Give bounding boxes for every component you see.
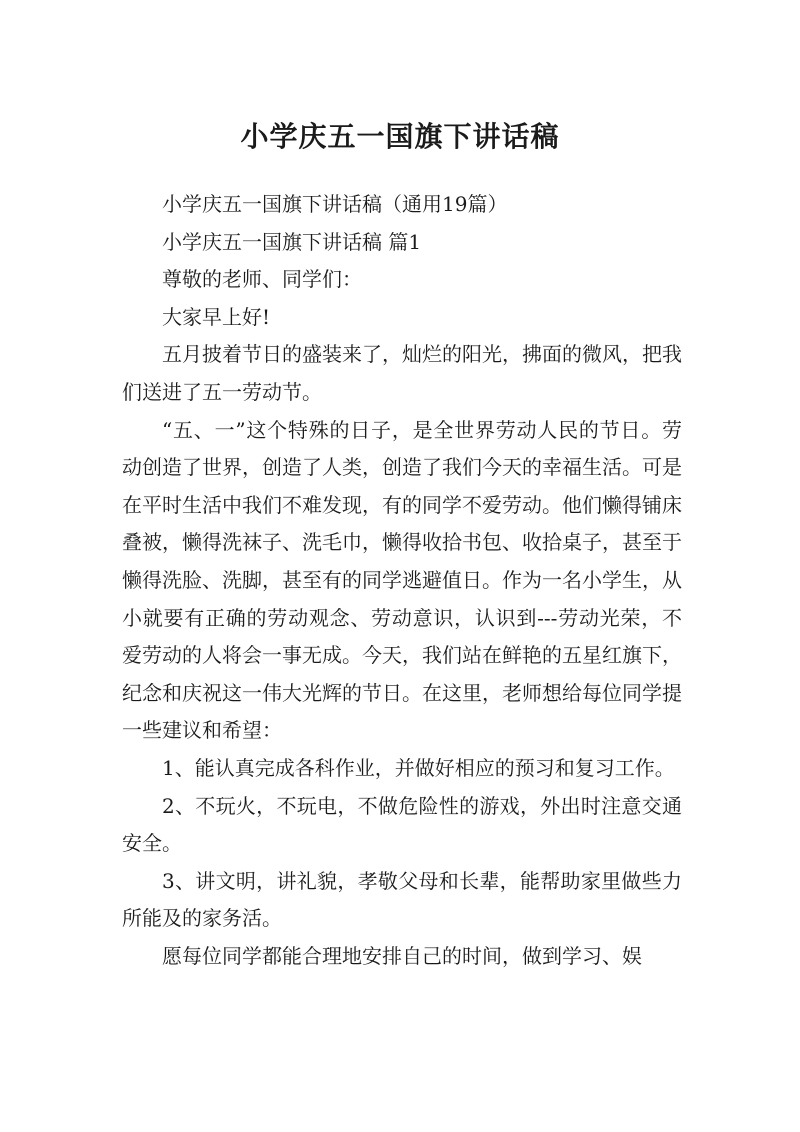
paragraph-subtitle: 小学庆五一国旗下讲话稿（通用19篇） (162, 192, 508, 216)
paragraph-salutation: 尊敬的老师、同学们： (162, 267, 362, 292)
document-title: 小学庆五一国旗下讲话稿 (240, 119, 560, 153)
paragraph-greeting: 大家早上好! (162, 304, 271, 329)
paragraph-suggestion-2: 2、不玩火，不玩电，不做危险性的游戏，外出时注意交通安全。 (122, 793, 682, 856)
paragraph-suggestion-3: 3、讲文明，讲礼貌，孝敬父母和长辈，能帮助家里做些力所能及的家务活。 (122, 868, 682, 931)
paragraph-closing: 愿每位同学都能合理地安排自己的时间，做到学习、娱 (162, 943, 642, 968)
document-body (122, 186, 682, 975)
paragraph-opening: 五月披着节日的盛装来了，灿烂的阳光，拂面的微风，把我们送进了五一劳动节。 (122, 342, 682, 404)
paragraph-main: “五、一”这个特殊的日子，是全世界劳动人民的节日。劳动创造了世界，创造了人类，创造了我们今天的幸福生活。可是在平时生活中我们不难发现，有的同学不爱劳动。他们懒得铺床叠被，懒得洗袜子、洗毛巾，懒得收拾书包、收拾桌子，甚至于懒得洗脸、洗脚，甚至有的同学逃避值日。作为一名小学生，从小就要有正确的劳动观念、劳动意识，认识到---劳动光荣，不爱劳动的人将会一事无成。今天，我们站在鲜艳的五星红旗下，纪念和庆祝这一伟大光辉的节日。在这里，老师想给每位同学提一些建议和希望： (122, 417, 682, 743)
paragraph-section-heading: 小学庆五一国旗下讲话稿 篇1 (162, 229, 422, 254)
paragraph-suggestion-1: 1、能认真完成各科作业，并做好相应的预习和复习工作。 (162, 755, 675, 780)
